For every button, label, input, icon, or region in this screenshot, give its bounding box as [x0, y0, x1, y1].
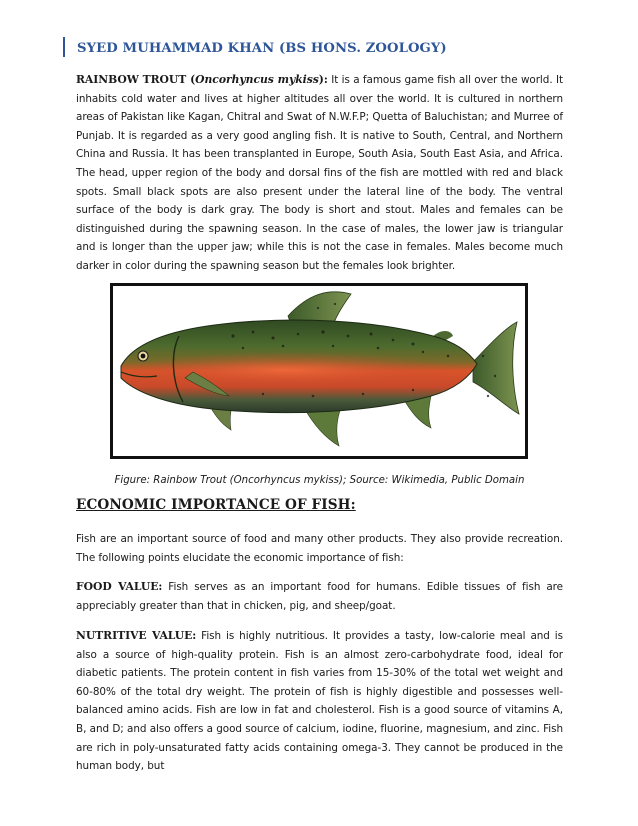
intro-paragraph: Fish are an important source of food and many other products. They also provide recreation. The following points elucidate the economic importance of fish: — [76, 533, 563, 564]
rainbow-trout-figure — [110, 283, 528, 459]
rainbow-trout-heading: RAINBOW TROUT (Oncorhyncus mykiss): — [76, 73, 328, 86]
figure-caption: Figure: Rainbow Trout (Oncorhyncus mykiss); Source: Wikimedia, Public Domain — [114, 475, 525, 486]
nutritive-value-text: Fish is highly nutritious. It provides a tasty, low-calorie meal and is also a source of high-quality protein. Fish is an almost zero-carbohydrate food, ideal for diabetic patients. The protein content in fish varies from 15-30% of the total wet weight and 60-80% of the total dry weight. The protein of fish is highly digestible and possesses well-balanced amino acids. Fish are low in fat and cholesterol. Fish is a good source of vitamins A, B, and D; and also offers a good source of calcium, iodine, fluorine, magnesium, and zinc. Fish are rich in poly-unsaturated fatty acids containing omega-3. They cannot be produced in the human body, but — [76, 630, 563, 773]
food-value-heading: FOOD VALUE: — [76, 580, 163, 593]
author-header: SYED MUHAMMAD KHAN (BS HONS. ZOOLOGY) — [77, 41, 447, 56]
rainbow-trout-text: It is a famous game fish all over the world. It inhabits cold water and lives at higher altitudes all over the world. It is cultured in northern areas of Pakistan like Kagan, Chitral and Swat of N.W.F.P; Quetta of Baluchistan; and Murree of Punjab. It is regarded as a very good angling fish. It is native to South, Central, and Northern China and Russia. It has been transplanted in Europe, South Asia, South East Asia, and Africa. The head, upper region of the body and dorsal fins of the fish are mottled with red and black spots. Small black spots are also present under the lateral line of the body. The ventral surface of the body is dark gray. The body is short and stout. Males and females can be distinguished during the spawning season. In the case of males, the lower jaw is triangular and is longer than the upper jaw; while this is not the case in females. Males become much darker in color during the spawning season but the females look brighter. — [76, 74, 563, 272]
food-value-paragraph — [76, 578, 563, 615]
section-heading: ECONOMIC IMPORTANCE OF FISH: — [76, 497, 356, 513]
rainbow-trout-illustration — [113, 286, 525, 456]
page-header — [63, 37, 447, 57]
nutritive-value-heading: NUTRITIVE VALUE: — [76, 629, 197, 642]
scientific-name: Oncorhyncus mykiss — [195, 73, 319, 86]
rainbow-trout-paragraph — [76, 71, 563, 276]
nutritive-value-paragraph — [76, 627, 563, 776]
food-value-text: Fish serves as an important food for humans. Edible tissues of fish are appreciably greater than that in chicken, pig, and sheep/goat. — [76, 581, 563, 612]
